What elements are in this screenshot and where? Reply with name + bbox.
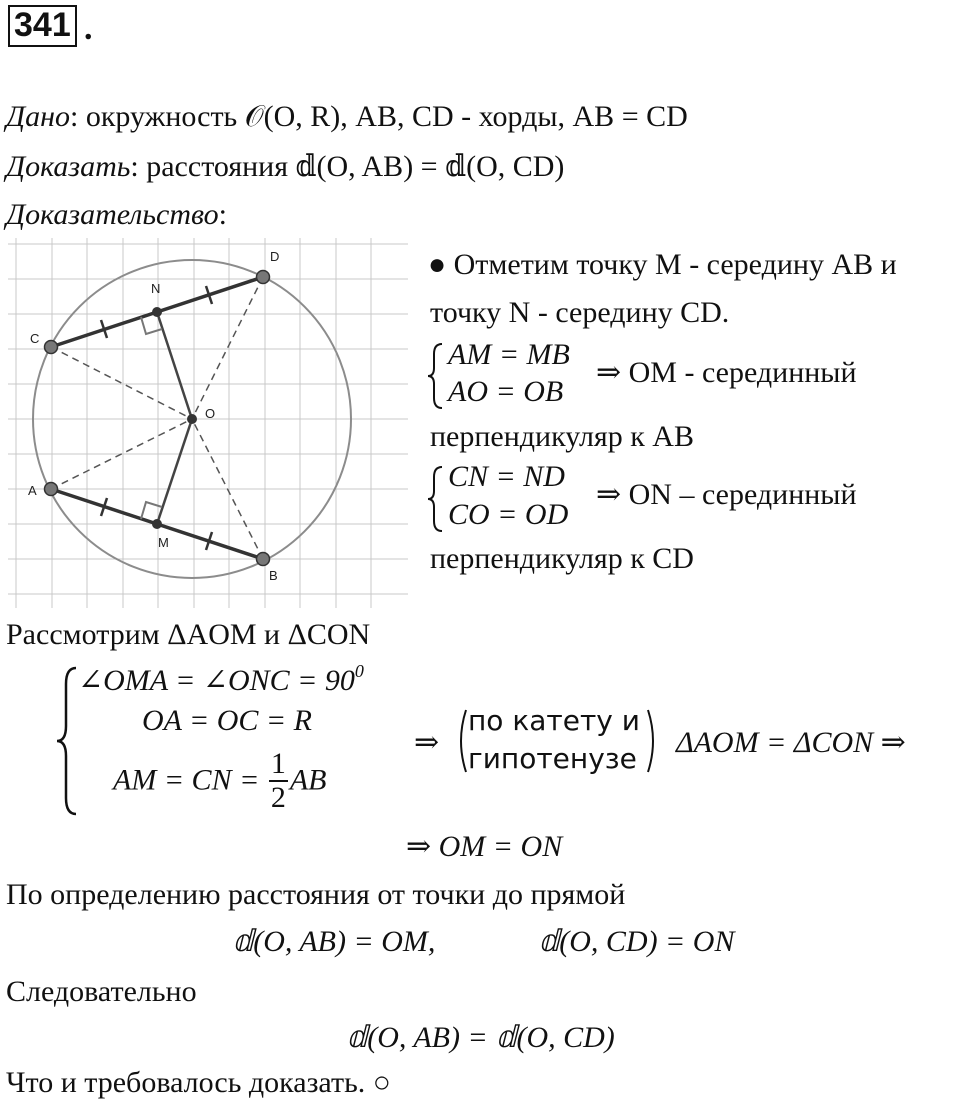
- point-m: [152, 519, 162, 529]
- perpendiculars: [157, 312, 192, 524]
- chords: [51, 277, 263, 559]
- system1-result: ⇒ OM - серединный: [596, 356, 857, 389]
- criterion-line-1: по катету и: [468, 704, 640, 737]
- consider-line: Рассмотрим ΔAOM и ΔCON: [6, 618, 371, 651]
- right-line-1: ● Отметим точку M - середину AB и: [428, 248, 897, 281]
- therefore-line: Следовательно: [6, 975, 197, 1008]
- criterion-line-2: гипотенузе: [468, 742, 637, 775]
- label-b: B: [269, 568, 278, 583]
- proof-colon: :: [218, 198, 227, 231]
- system2-eq-2: CO = OD: [448, 498, 569, 531]
- system3-eq-3: [113, 748, 326, 813]
- prove-label: Доказать: [6, 150, 131, 183]
- paren-right: [646, 708, 660, 774]
- proof-label: Доказательство: [6, 198, 219, 231]
- distance-om: 𝕕(O, AB) = OM,: [232, 925, 436, 958]
- point-o: [187, 414, 197, 424]
- congruence-statement: ΔAOM = ΔCON ⇒: [676, 726, 906, 759]
- point-c: [45, 341, 58, 354]
- radius-dashes: [51, 277, 263, 559]
- label-o: O: [205, 406, 216, 421]
- fraction-num: 1: [270, 747, 286, 780]
- final-equation: 𝕕(O, AB) = 𝕕(O, CD): [346, 1021, 615, 1054]
- point-a: [45, 483, 58, 496]
- given-text: : окружность 𝒪(O, R), AB, CD - хорды, AB = CD: [69, 100, 688, 133]
- given-label: Дано: [6, 100, 70, 133]
- distance-on: 𝕕(O, CD) = ON: [538, 925, 735, 958]
- fraction-half: [269, 748, 288, 813]
- system3-eq-1-sup: 0: [354, 661, 364, 681]
- point-d: [257, 271, 270, 284]
- segment-on: [157, 312, 192, 419]
- by-definition-line: По определению расстояния от точки до прямой: [6, 878, 626, 911]
- system3-eq-3-right: AB: [289, 763, 327, 797]
- label-a: A: [28, 483, 37, 498]
- system2-eq-1: CN = ND: [448, 460, 565, 493]
- label-m: M: [158, 535, 169, 550]
- problem-number-dot: .: [84, 10, 93, 47]
- given-line: [6, 102, 688, 132]
- proof-heading: [6, 200, 227, 230]
- point-n: [152, 307, 162, 317]
- label-n: N: [151, 281, 161, 296]
- system3-eq-2: OA = OC = R: [142, 704, 312, 737]
- right-line-4: перпендикуляр к CD: [430, 542, 694, 575]
- system-brace-1: [426, 342, 446, 410]
- system1-eq-2: AO = OB: [448, 375, 564, 408]
- geometry-diagram: [8, 238, 408, 608]
- implies-arrow: ⇒: [414, 726, 440, 759]
- system3-eq-1-text: ∠OMA = ∠ONC = 90: [78, 664, 355, 697]
- system3-eq-3-left: AM = CN =: [113, 763, 267, 797]
- qed-line: Что и требовалось доказать. ○: [6, 1066, 391, 1099]
- right-line-3: перпендикуляр к AB: [430, 420, 694, 453]
- right-line-2: точку N - середину CD.: [430, 296, 730, 329]
- fraction-den: 2: [270, 780, 286, 814]
- system-brace-3: [54, 666, 80, 816]
- system3-eq-1: [78, 661, 364, 697]
- label-d: D: [270, 249, 280, 264]
- segment-om: [157, 419, 192, 524]
- small-points: [152, 307, 197, 529]
- point-b: [257, 553, 270, 566]
- label-c: C: [30, 331, 40, 346]
- system-brace-2: [426, 465, 446, 533]
- om-equals-on: ⇒ OM = ON: [406, 830, 563, 863]
- problem-number: 341: [8, 5, 77, 47]
- prove-line: [6, 152, 564, 182]
- prove-text: : расстояния 𝕕(O, AB) = 𝕕(O, CD): [130, 150, 565, 183]
- system2-result: ⇒ ON – серединный: [596, 478, 857, 511]
- system1-eq-1: AM = MB: [448, 338, 570, 371]
- paren-left: [454, 708, 468, 774]
